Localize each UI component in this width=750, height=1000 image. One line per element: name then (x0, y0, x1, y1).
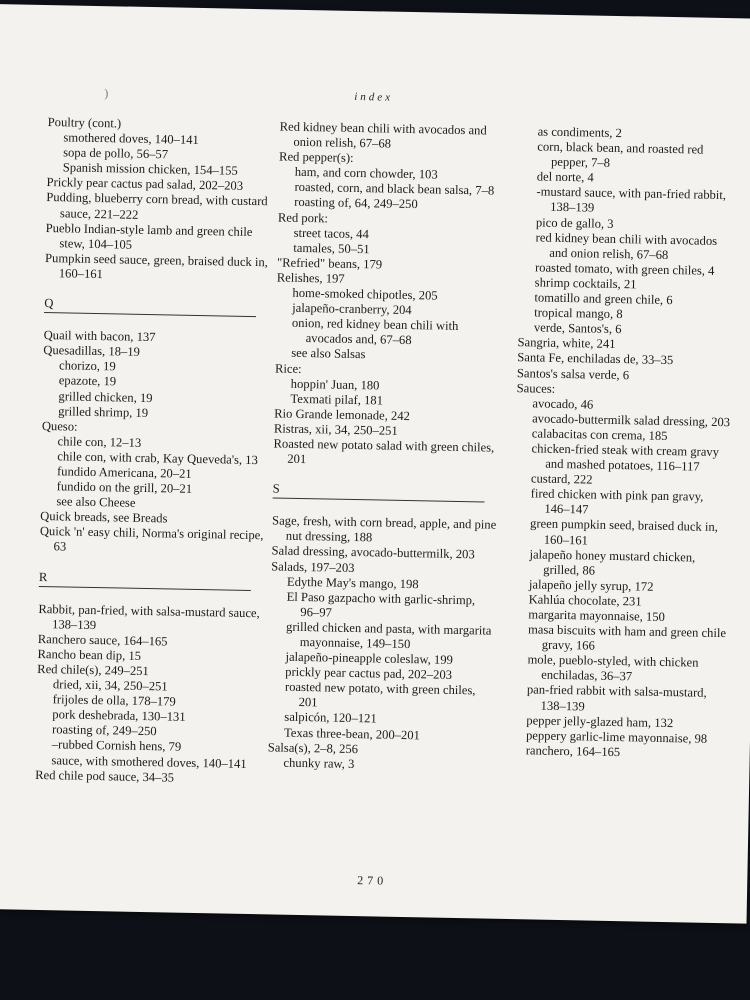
index-subentry: jalapeño jelly syrup, 172 (528, 577, 654, 594)
index-entry: "Refried" beans, 179 (276, 255, 383, 272)
index-subentry: pico de gallo, 3 (535, 215, 614, 231)
index-subentry: as condiments, 2 (537, 124, 623, 141)
index-entry: Red pepper(s): (278, 149, 354, 166)
index-page (0, 4, 750, 924)
cross-reference: see also Cheese (56, 494, 136, 510)
index-subentry: masa biscuits with ham and green chile gravy, 166 (527, 622, 727, 653)
index-subentry: ham, and corn chowder, 103 (294, 165, 438, 182)
index-subentry: roasted new potato, with green chiles, 201 (284, 679, 476, 710)
index-subentry: grilled chicken and pasta, with margarita mayonnaise, 149–150 (285, 619, 492, 652)
index-entry: Relishes, 197 (276, 270, 345, 286)
index-subentry: street tacos, 44 (293, 225, 369, 241)
index-subentry: fundido Americana, 20–21 (56, 464, 192, 481)
index-subentry: calabacitas con crema, 185 (531, 426, 668, 443)
index-subentry: sauce, with smothered doves, 140–141 (51, 752, 247, 771)
index-subentry: Edythe May's mango, 198 (286, 574, 419, 591)
index-subentry: chorizo, 19 (58, 358, 116, 374)
index-subentry: El Paso gazpacho with garlic-shrimp, 96–97 (286, 589, 476, 620)
index-subentry: pepper jelly-glazed ham, 132 (526, 713, 674, 730)
index-subentry: pork deshebrada, 130–131 (52, 707, 186, 725)
index-subentry: jalapeño-cranberry, 204 (292, 300, 412, 318)
index-subentry: roasting of, 64, 249–250 (294, 195, 418, 212)
index-entry: Quick 'n' easy chili, Norma's original recipe, 63 (39, 524, 264, 554)
running-head: index (354, 90, 394, 104)
index-subentry: verde, Santos's, 6 (533, 320, 622, 337)
index-subentry: –rubbed Cornish hens, 79 (51, 737, 182, 755)
index-entry: Rice: (274, 360, 302, 376)
index-subentry: peppery garlic-lime mayonnaise, 98 (525, 728, 708, 746)
index-entry: Santos's salsa verde, 6 (516, 365, 630, 382)
index-subentry: grilled chicken, 19 (58, 388, 153, 405)
index-column-3 (510, 124, 737, 762)
index-entry: Salsa(s), 2–8, 256 (267, 740, 359, 756)
index-entry: Quesadillas, 18–19 (43, 343, 141, 360)
index-subentry: chunky raw, 3 (283, 755, 355, 771)
index-subentry: ranchero, 164–165 (525, 743, 621, 760)
section-letter-q: Q (44, 296, 256, 317)
index-subentry: grilled shrimp, 19 (58, 403, 149, 420)
index-entry: Roasted new potato salad with green chiles, 201 (273, 436, 495, 467)
index-entry: Sage, fresh, with corn bread, apple, and pine nut dressing, 188 (271, 513, 497, 545)
index-entry: Poultry (cont.) (47, 115, 122, 131)
index-entry: Quick breads, see Breads (40, 509, 168, 526)
index-column-2 (267, 120, 504, 775)
index-subentry: fired chicken with pink pan gravy, 146–147 (530, 486, 704, 517)
index-entry: Red kidney bean chili with avocados and onion relish, 67–68 (279, 119, 487, 151)
index-subentry: frijoles de olla, 178–179 (52, 692, 176, 709)
index-entry: Sangria, white, 241 (517, 335, 616, 352)
index-subentry: home-smoked chipotles, 205 (292, 285, 438, 303)
index-subentry: -mustard sauce, with pan-fried rabbit, 138–139 (536, 184, 727, 216)
index-entry: Rabbit, pan-fried, with salsa-mustard sauce, 138–139 (38, 601, 260, 632)
index-entry: Red chile(s), 249–251 (37, 661, 149, 679)
index-subentry: fundido on the grill, 20–21 (56, 479, 193, 496)
index-entry: Pueblo Indian-style lamb and green chile stew, 104–105 (45, 220, 253, 252)
index-subentry: corn, black bean, and roasted red pepper, 7–8 (537, 139, 704, 171)
index-subentry: custard, 222 (530, 471, 593, 487)
index-subentry: Kahlúa chocolate, 231 (528, 592, 642, 609)
index-subentry: Texas three-bean, 200–201 (283, 725, 421, 742)
index-entry: Ranchero sauce, 164–165 (37, 631, 168, 649)
section-letter-s: S (273, 482, 485, 503)
index-entry: Santa Fe, enchiladas de, 33–35 (517, 350, 674, 368)
section-letter-r: R (39, 570, 251, 591)
index-subentry: dried, xii, 34, 250–251 (52, 677, 168, 694)
index-subentry: sopa de pollo, 56–57 (63, 145, 169, 162)
index-entry: Red chile pod sauce, 34–35 (35, 767, 175, 785)
index-subentry: roasted tomato, with green chiles, 4 (534, 260, 715, 278)
index-subentry: jalapeño honey mustard chicken, grilled, 86 (529, 547, 696, 578)
index-subentry: chile con, with crab, Kay Queveda's, 13 (57, 449, 258, 468)
index-entry: Ristras, xii, 34, 250–251 (273, 421, 398, 438)
index-entry: Quail with bacon, 137 (43, 328, 156, 345)
index-subentry: shrimp cocktails, 21 (534, 275, 637, 292)
index-subentry: hoppin' Juan, 180 (290, 376, 380, 393)
index-subentry: tropical mango, 8 (534, 305, 623, 322)
index-subentry: tamales, 50–51 (293, 240, 370, 257)
index-entry: Pudding, blueberry corn bread, with custard sauce, 221–222 (46, 190, 268, 222)
index-subentry: tomatillo and green chile, 6 (534, 290, 673, 308)
index-entry: Prickly pear cactus pad salad, 202–203 (46, 175, 244, 194)
index-entry: Salad dressing, avocado-buttermilk, 203 (271, 543, 475, 562)
index-subentry: margarita mayonnaise, 150 (528, 607, 666, 624)
index-subentry: roasted, corn, and black bean salsa, 7–8 (294, 180, 495, 199)
index-entry: Rio Grande lemonade, 242 (274, 406, 411, 423)
index-subentry: jalapeño-pineapple coleslaw, 199 (285, 649, 454, 668)
index-subentry: chile con, 12–13 (57, 434, 142, 450)
index-entry: Sauces: (516, 380, 556, 396)
index-subentry: del norte, 4 (536, 169, 594, 185)
index-entry: Salads, 197–203 (271, 558, 355, 575)
index-column-1 (35, 115, 273, 787)
index-subentry: chicken-fried steak with cream gravy and mashed potatoes, 116–117 (531, 441, 720, 474)
index-subentry: mole, pueblo-styled, with chicken enchiladas, 36–37 (527, 652, 699, 684)
index-subentry: onion, red kidney bean chili with avocados and, 67–68 (291, 315, 459, 348)
index-subentry: roasting of, 249–250 (51, 722, 157, 739)
index-subentry: epazote, 19 (58, 373, 117, 389)
index-entry: Queso: (41, 418, 78, 434)
index-entry: Pumpkin seed sauce, green, braised duck in, 160–161 (45, 250, 269, 282)
cross-reference: see also Salsas (291, 346, 366, 362)
index-subentry: salpicón, 120–121 (284, 710, 377, 726)
index-entry: Rancho bean dip, 15 (37, 646, 142, 663)
corner-mark: ) (104, 86, 109, 101)
index-subentry: Texmati pilaf, 181 (290, 391, 384, 408)
page-number: 270 (357, 873, 388, 888)
index-entry: Red pork: (277, 210, 329, 226)
index-subentry: Spanish mission chicken, 154–155 (62, 160, 238, 178)
index-subentry: prickly pear cactus pad, 202–203 (285, 664, 453, 683)
index-subentry: avocado, 46 (532, 396, 594, 412)
index-subentry: smothered doves, 140–141 (63, 130, 199, 148)
index-subentry: red kidney bean chili with avocados and onion relish, 67–68 (535, 230, 718, 262)
index-subentry: avocado-buttermilk salad dressing, 203 (532, 411, 731, 429)
index-subentry: green pumpkin seed, braised duck in, 160–161 (529, 516, 719, 548)
index-subentry: pan-fried rabbit with salsa-mustard, 138–139 (526, 682, 707, 714)
